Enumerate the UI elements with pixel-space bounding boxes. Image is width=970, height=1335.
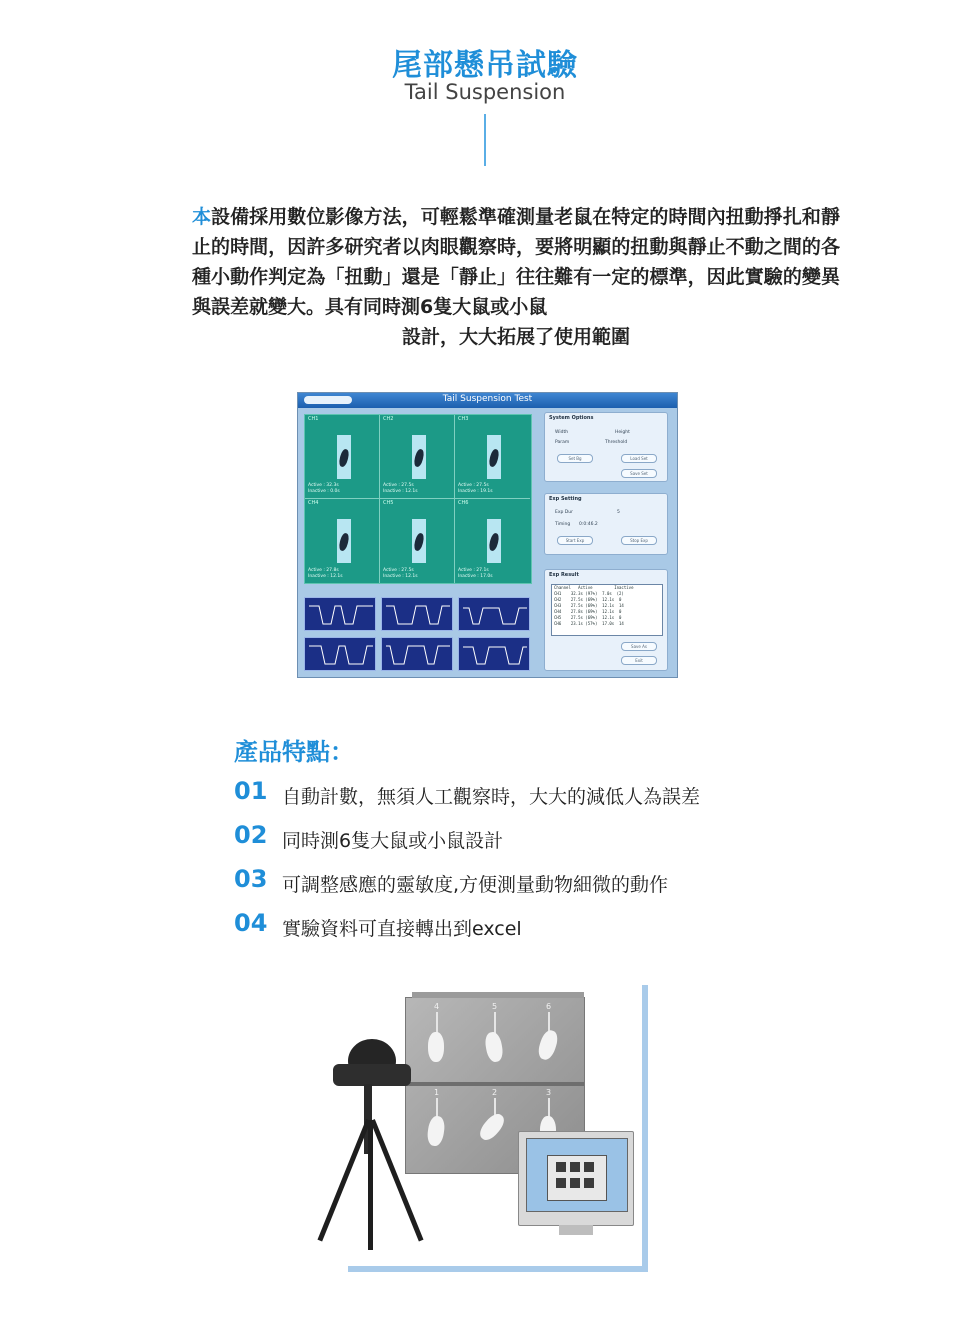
activity-waveforms <box>304 597 530 673</box>
rat-icon <box>428 1032 444 1062</box>
rat-icon <box>484 1031 505 1063</box>
monitor-stand <box>559 1225 593 1235</box>
width-label: Width <box>555 430 569 435</box>
result-row: CH5 27.5s (69%) 12.1s 0 <box>554 615 622 620</box>
result-row: CH3 27.5s (69%) 12.1s 14 <box>554 603 624 608</box>
threshold-label: Threshold <box>605 440 628 445</box>
system-options-panel <box>544 412 668 482</box>
monitor-thumb <box>584 1162 594 1172</box>
param-label: Param <box>555 440 570 445</box>
hanging-line <box>436 1012 438 1034</box>
monitor-thumb <box>570 1162 580 1172</box>
camera-stats <box>383 483 418 495</box>
waveform-ch2 <box>381 597 453 631</box>
exp-dur-label: Exp Dur <box>555 510 573 515</box>
camera-stat-inactive: Inactive : 12.1s <box>383 489 418 494</box>
window-titlebar <box>298 393 677 408</box>
intro-lead-char: 本 <box>192 206 212 228</box>
illustration-frame-horizontal <box>348 1266 648 1272</box>
result-row: CH6 23.1s (57%) 17.0s 14 <box>554 621 624 626</box>
result-row: CH2 27.5s (69%) 12.1s 0 <box>554 597 622 602</box>
monitor-screen <box>526 1138 628 1212</box>
feature-number: 04 <box>234 909 268 937</box>
stop-exp-button[interactable]: Stop Exp <box>621 536 657 545</box>
panel-title: Exp Result <box>549 572 579 578</box>
monitor-thumb <box>556 1178 566 1188</box>
feature-item <box>234 865 874 899</box>
feature-item <box>234 821 874 855</box>
tripod-leg <box>317 1119 370 1241</box>
camera-stat-inactive: Inactive : 0.0s <box>308 489 340 494</box>
waveform-ch6 <box>458 637 530 671</box>
illustration-frame-vertical <box>642 985 648 1272</box>
result-row: CH4 27.8s (69%) 12.1s 0 <box>554 609 622 614</box>
camera-stat-inactive: Inactive : 19.1s <box>458 489 493 494</box>
intro-paragraph <box>192 202 840 352</box>
camera-grid <box>304 414 532 584</box>
camera-view-ch2 <box>380 415 455 499</box>
camera-stats <box>308 483 340 495</box>
chamber-number: 1 <box>434 1088 440 1097</box>
exp-dur-value: 5 <box>617 510 620 515</box>
timing-value: 0:0:46.2 <box>579 522 598 527</box>
waveform-ch3 <box>458 597 530 631</box>
chamber-number: 4 <box>434 1002 440 1011</box>
chamber-number: 2 <box>492 1088 498 1097</box>
title-divider <box>484 114 486 166</box>
save-set-button[interactable]: Save Set <box>621 469 657 478</box>
rat-icon <box>536 1028 560 1061</box>
feature-text: 同時測6隻大鼠或小鼠設計 <box>282 830 504 852</box>
camera-label: CH4 <box>308 500 319 506</box>
camera-stats <box>308 568 343 580</box>
hanging-line <box>548 1098 550 1118</box>
camera-stat-active: Active : 27.5s <box>383 483 414 488</box>
software-screenshot <box>297 392 678 678</box>
monitor-thumb <box>570 1178 580 1188</box>
feature-item <box>234 909 874 943</box>
window-title: Tail Suspension Test <box>442 394 533 404</box>
save-as-button[interactable]: Save As <box>621 642 657 651</box>
exp-setting-panel <box>544 493 668 555</box>
camera-stats <box>383 568 418 580</box>
waveform-ch4 <box>304 637 376 671</box>
panel-title: Exp Setting <box>549 496 582 502</box>
camera-stats <box>458 568 493 580</box>
camera-bracket <box>333 1064 411 1086</box>
monitor-app-window <box>547 1155 607 1201</box>
camera-stat-active: Active : 32.3s <box>308 483 339 488</box>
camera-label: CH3 <box>458 416 469 422</box>
exit-button[interactable]: Exit <box>621 656 657 665</box>
camera-label: CH5 <box>383 500 394 506</box>
height-label: Height <box>615 430 630 435</box>
feature-text: 自動計數，無須人工觀察時，大大的減低人為誤差 <box>282 786 701 808</box>
computer-monitor <box>518 1131 634 1226</box>
monitor-thumb <box>584 1178 594 1188</box>
feature-text: 實驗資料可直接轉出到excel <box>282 918 522 940</box>
waveform-ch1 <box>304 597 376 631</box>
exp-result-panel <box>544 569 668 671</box>
chamber-number: 5 <box>492 1002 498 1011</box>
camera-stat-active: Active : 27.8s <box>308 568 339 573</box>
camera-stat-inactive: Inactive : 12.1s <box>383 574 418 579</box>
camera-stat-inactive: Inactive : 12.1s <box>308 574 343 579</box>
result-header: Channel Active Inactive <box>554 585 634 590</box>
camera-stat-active: Active : 27.1s <box>458 568 489 573</box>
page-title: 尾部懸吊試驗 <box>392 48 578 83</box>
start-exp-button[interactable]: Start Exp <box>557 536 593 545</box>
chamber-number: 6 <box>546 1002 552 1011</box>
panel-title: System Options <box>549 415 594 421</box>
set-bg-button[interactable]: Set Bg <box>557 454 593 463</box>
feature-number: 02 <box>234 821 268 849</box>
camera-stats <box>458 483 493 495</box>
feature-number: 01 <box>234 777 268 805</box>
camera-stat-active: Active : 27.5s <box>458 483 489 488</box>
camera-stat-active: Active : 27.5s <box>383 568 414 573</box>
camera-view-ch4 <box>305 499 380 583</box>
camera-view-ch6 <box>455 499 530 583</box>
camera-view-ch3 <box>455 415 530 499</box>
rat-icon <box>476 1110 508 1143</box>
camera-stat-inactive: Inactive : 17.0s <box>458 574 493 579</box>
intro-last-line: 設計，大大拓展了使用範圍 <box>401 326 630 348</box>
monitor-thumb <box>556 1162 566 1172</box>
feature-text: 可調整感應的靈敏度,方便測量動物細微的動作 <box>282 874 669 896</box>
tripod-leg <box>368 1120 373 1250</box>
camera-view-ch5 <box>380 499 455 583</box>
intro-body: 設備採用數位影像方法，可輕鬆準確測量老鼠在特定的時間內扭動掙扎和靜止的時間，因許多研究者以肉眼觀察時，要將明顯的扭動與靜止不動之間的各種小動作判定為「扭動」還是「靜止」往往難有一定的標準，因此實驗的變異與誤差就變大。具有同時測6隻大鼠或小鼠 <box>192 206 840 318</box>
waveform-ch5 <box>381 637 453 671</box>
chamber-shelf <box>406 1082 584 1086</box>
result-row: CH1 32.3s (97%) 7.0s (2) <box>554 591 624 596</box>
camera-view-ch1 <box>305 415 380 499</box>
load-set-button[interactable]: Load Set <box>621 454 657 463</box>
camera-label: CH1 <box>308 416 319 422</box>
feature-number: 03 <box>234 865 268 893</box>
rat-icon <box>426 1115 446 1147</box>
chamber-top <box>412 992 584 998</box>
feature-item <box>234 777 874 811</box>
camera-label: CH6 <box>458 500 469 506</box>
result-table <box>551 584 663 636</box>
camera-label: CH2 <box>383 416 394 422</box>
hanging-line <box>494 1012 496 1034</box>
page-subtitle: Tail Suspension <box>404 80 566 104</box>
timing-label: Timing <box>555 522 571 527</box>
chamber-number: 3 <box>546 1088 552 1097</box>
features-title: 產品特點： <box>234 738 354 766</box>
